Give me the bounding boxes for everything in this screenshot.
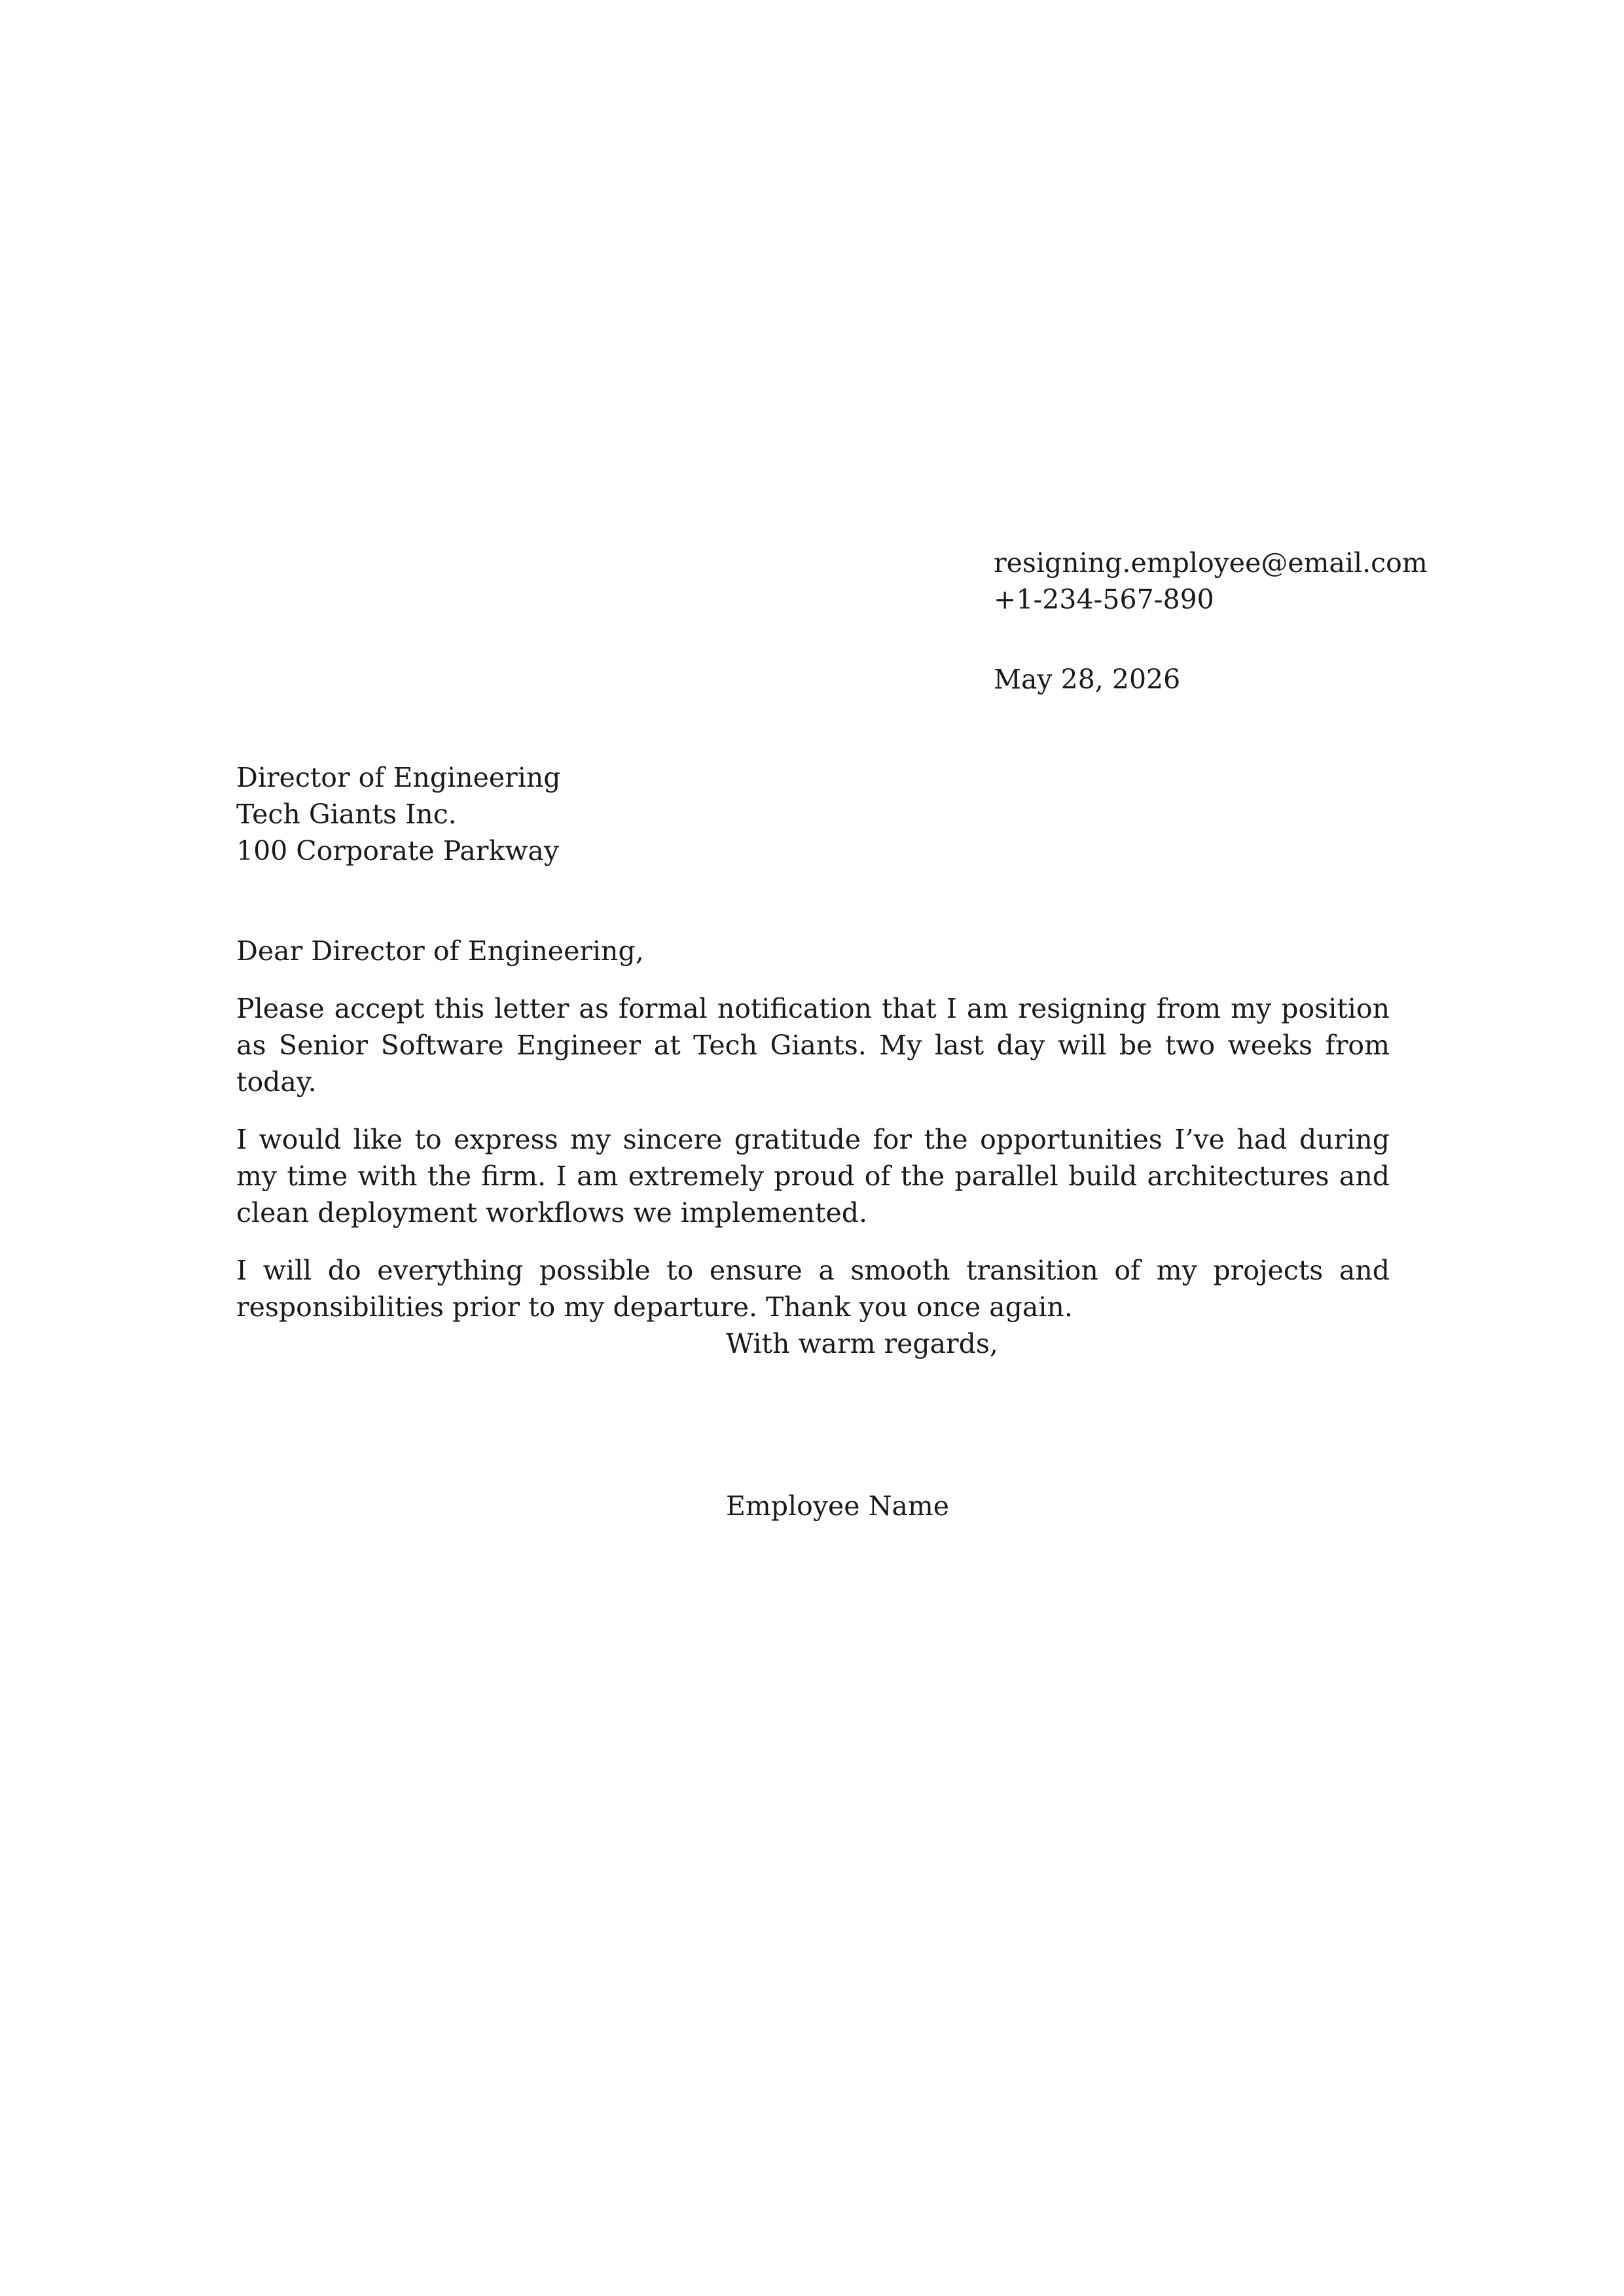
paragraph-gratitude: I would like to express my sincere gratitude for the opportunities I’ve had during my time with the firm. I am extremely proud of the parallel build architectures and clean deployment workflows we implemented. <box>236 1124 1390 1229</box>
salutation: Dear Director of Engineering, <box>236 935 644 967</box>
recipient-company: Tech Giants Inc. <box>236 798 457 830</box>
closing: With warm regards, <box>726 1328 998 1359</box>
signature-name: Employee Name <box>726 1490 950 1522</box>
letter-date: May 28, 2026 <box>994 664 1181 695</box>
sender-contact-block <box>994 545 1428 618</box>
sender-email: resigning.employee@email.com <box>994 547 1428 579</box>
recipient-address-block <box>236 759 560 869</box>
paragraph-resignation-notice: Please accept this letter as formal notification that I am resigning from my position as Senior Software Engineer at Tech Giants. My last day will be two weeks from today. <box>236 993 1390 1098</box>
recipient-title: Director of Engineering <box>236 762 561 793</box>
paragraph-transition: I will do everything possible to ensure a smooth transition of my projects and responsibilities prior to my departure. Thank you once again. <box>236 1255 1390 1323</box>
recipient-address: 100 Corporate Parkway <box>236 835 560 867</box>
letter-body <box>236 933 1390 1346</box>
sender-phone: +1-234-567-890 <box>994 584 1214 615</box>
